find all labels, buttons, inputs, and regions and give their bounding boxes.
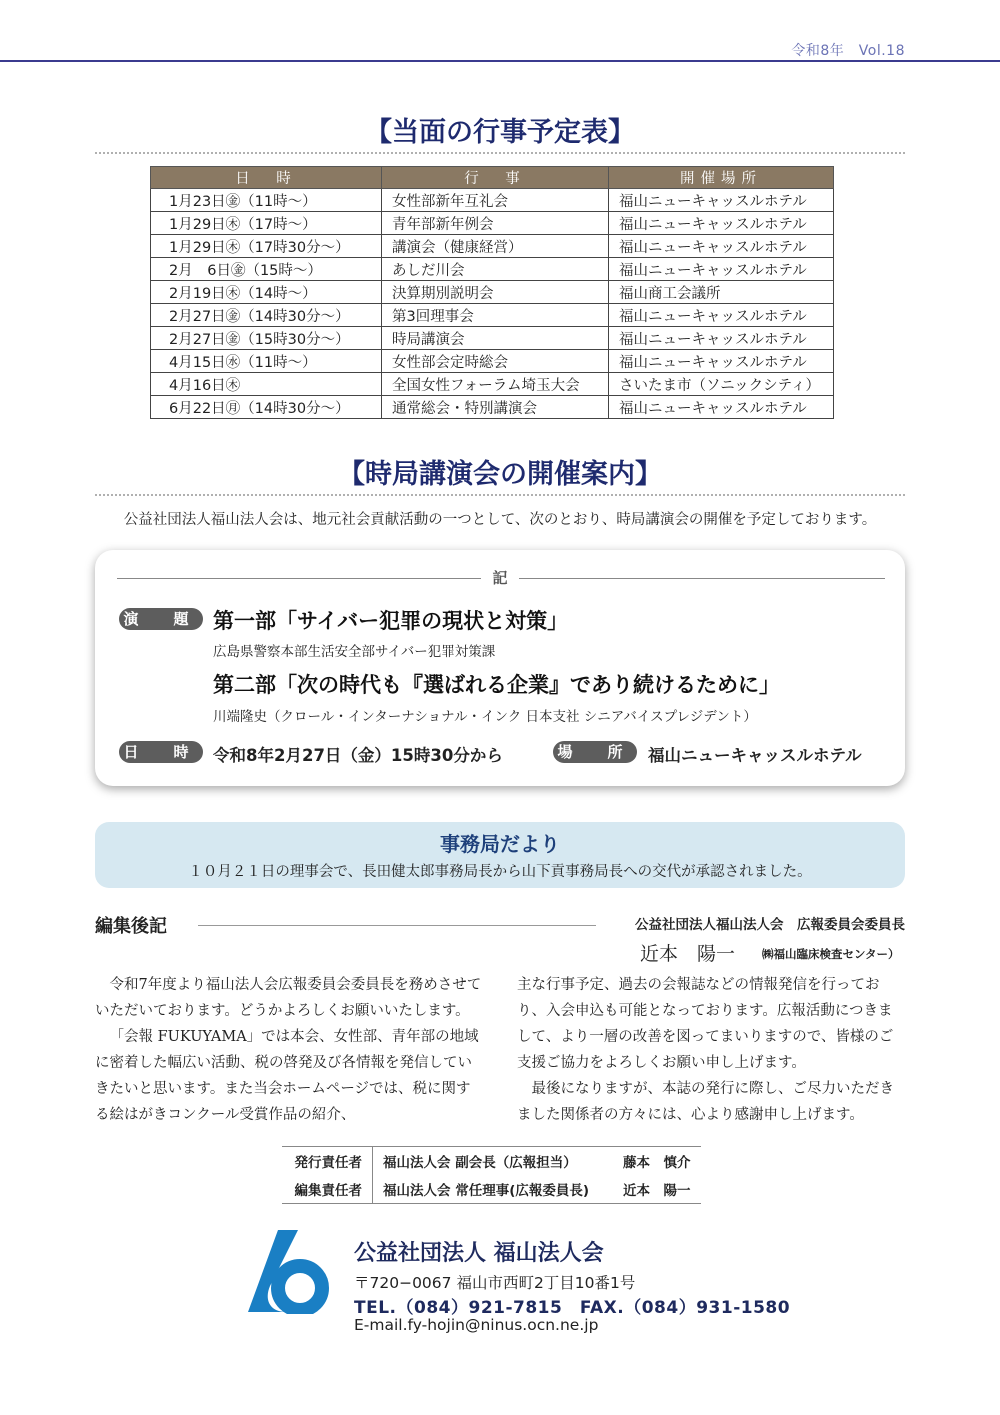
cell-date: 2月27日㊎（15時30分～） [151,327,382,350]
cell-venue: 福山ニューキャッスルホテル [609,189,834,212]
table-row [151,396,834,419]
cell-event: 決算期別説明会 [382,281,609,304]
table-row [151,281,834,304]
cell-date: 4月16日㊍ [151,373,382,396]
theme-label: 演 題 [119,608,203,630]
table-row [151,350,834,373]
table-row [151,189,834,212]
cell-event: 第3回理事会 [382,304,609,327]
cell-venue: 福山ニューキャッスルホテル [609,396,834,419]
cell-venue: 福山ニューキャッスルホテル [609,350,834,373]
publisher-row [282,1175,701,1204]
dotted-divider [95,494,905,496]
editor-name: 近本 陽一 [613,1175,701,1204]
paragraph: 令和7年度より福山法人会広報委員会委員長を務めさせていただいております。どうかよろしくお願いいたします。 [95,977,482,1019]
table-row [151,258,834,281]
table-row [151,235,834,258]
bracket-right-icon: 】 [608,117,635,148]
cell-event: 女性部新年互礼会 [382,189,609,212]
cell-venue: 福山ニューキャッスルホテル [609,304,834,327]
publisher-table [282,1146,701,1204]
paragraph: 主な行事予定、過去の会報誌などの情報発信を行っており、入会申込も可能となっております。広報活動につきまして、より一層の改善を図ってまいりますので、皆様のご支援ご協力をよろしくお願い申し上げます。 [517,977,894,1071]
organization-address: 〒720−0067 福山市西町2丁目10番1号 [354,1274,636,1292]
place-label: 場 所 [553,741,637,763]
part2-title: 第二部「次の時代も『選ばれる企業』であり続けるために」 [213,673,780,697]
part1-title: 第一部「サイバー犯罪の現状と対策」 [213,609,569,633]
cell-venue: さいたま市（ソニックシティ） [609,373,834,396]
cell-date: 4月15日㊌（11時～） [151,350,382,373]
office-news-text: １０月２１日の理事会で、長田健太郎事務局長から山下貢事務局長への交代が承認されました。 [188,864,812,880]
ki-rule-right [519,578,885,579]
cell-venue: 福山ニューキャッスルホテル [609,212,834,235]
organization-email: E-mail.fy-hojin@ninus.ocn.ne.jp [354,1316,599,1334]
lecture-intro: 公益社団法人福山法人会は、地元社会貢献活動の一つとして、次のとおり、時局講演会の開催を予定しております。 [123,512,877,528]
publisher-name: 藤本 慎介 [613,1147,701,1176]
cell-event: 通常総会・特別講演会 [382,396,609,419]
organization-logo-icon [240,1228,332,1314]
schedule-title: 【当面の行事予定表】 [365,117,635,148]
lecture-card [95,550,905,786]
cell-event: 青年部新年例会 [382,212,609,235]
editorial-column-right [517,972,905,1128]
cell-date: 1月23日㊎（11時～） [151,189,382,212]
cell-event: 時局講演会 [382,327,609,350]
cell-date: 2月27日㊎（14時30分～） [151,304,382,327]
bracket-left-icon: 【 [338,459,365,490]
cell-date: 6月22日㊊（14時30分～） [151,396,382,419]
schedule-table [150,166,834,419]
editorial-rule [198,925,596,926]
header-venue: 開催場所 [609,167,834,189]
ki-rule-left [117,578,481,579]
table-row [151,373,834,396]
editorial-column-left [95,972,483,1128]
ki-mark: 記 [492,569,508,587]
cell-date: 1月29日㊍（17時～） [151,212,382,235]
office-news-title: 事務局だより [440,832,560,856]
header-rule [0,60,1000,62]
cell-date: 2月19日㊍（14時～） [151,281,382,304]
cell-event: 女性部会定時総会 [382,350,609,373]
table-row [151,304,834,327]
part1-speaker: 広島県警察本部生活安全部サイバー犯罪対策課 [213,644,496,660]
cell-venue: 福山ニューキャッスルホテル [609,258,834,281]
editorial-title: 編集後記 [95,916,167,937]
table-header-row [151,167,834,189]
part2-speaker: 川端隆史（クロール・インターナショナル・インク 日本支社 シニアバイスプレジデント） [213,709,757,725]
paragraph: 最後になりますが、本誌の発行に際し、ご尽力いただきました関係者の方々には、心より感謝申し上げます。 [517,1081,894,1123]
publisher-title: 福山法人会 副会長（広報担当） [373,1147,614,1176]
table-row [151,327,834,350]
cell-event: 全国女性フォーラム埼玉大会 [382,373,609,396]
editor-role: 編集責任者 [282,1175,373,1204]
cell-date: 1月29日㊍（17時30分～） [151,235,382,258]
cell-venue: 福山ニューキャッスルホテル [609,327,834,350]
publisher-role: 発行責任者 [282,1147,373,1176]
publisher-row [282,1147,701,1176]
cell-venue: 福山ニューキャッスルホテル [609,235,834,258]
cell-date: 2月 6日㊎（15時～） [151,258,382,281]
table-row [151,212,834,235]
datetime-label: 日 時 [119,741,203,763]
paragraph: 「会報 FUKUYAMA」では本会、女性部、青年部の地域に密着した幅広い活動、税の啓発及び各情報を発信していきたいと思います。また当会ホームページでは、税に関する絵はがきコンクール受賞作品の紹介、 [95,1029,479,1123]
bracket-right-icon: 】 [635,459,662,490]
cell-venue: 福山商工会議所 [609,281,834,304]
header-event: 行 事 [382,167,609,189]
editor-title: 福山法人会 常任理事(広報委員長) [373,1175,614,1204]
lecture-datetime: 令和8年2月27日（金）15時30分から [213,746,503,765]
organization-name: 公益社団法人 福山法人会 [354,1241,604,1266]
office-news-box [95,822,905,888]
cell-event: あしだ川会 [382,258,609,281]
lecture-place: 福山ニューキャッスルホテル [648,746,862,765]
issue-number: 令和8年 Vol.18 [791,43,905,59]
editorial-role: 公益社団法人福山法人会 広報委員会委員長 [635,917,905,933]
dotted-divider [95,152,905,154]
cell-event: 講演会（健康経営） [382,235,609,258]
editorial-affiliation: ㈱福山臨床検査センター） [762,947,900,961]
header-date: 日 時 [151,167,382,189]
bracket-left-icon: 【 [365,117,392,148]
editorial-author: 近本 陽一 [640,943,736,965]
organization-tel-fax: TEL.（084）921-7815 FAX.（084）931-1580 [354,1298,791,1318]
lecture-title: 【時局講演会の開催案内】 [338,459,662,490]
